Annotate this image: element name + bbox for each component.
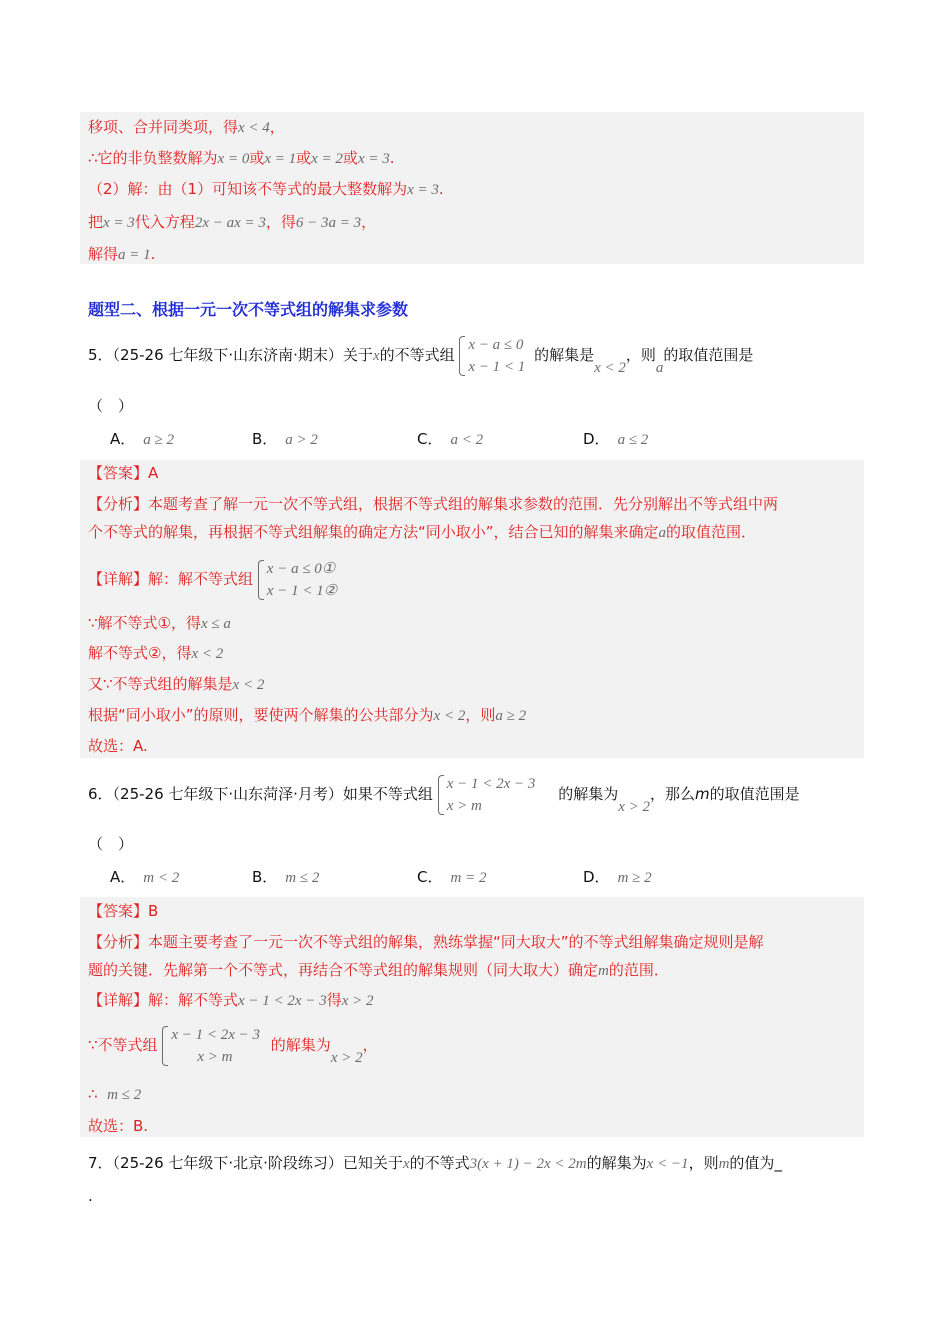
- option-c[interactable]: C． m = 2: [417, 868, 487, 886]
- question-7-tail: .: [88, 1187, 93, 1205]
- answer-blank[interactable]: _: [774, 1154, 782, 1172]
- option-b[interactable]: B． m ≤ 2: [252, 868, 320, 886]
- solution-line: （2）解：由（1）可知该不等式的最大整数解为x = 3.: [88, 180, 444, 198]
- solution-line: ∴它的非负整数解为x = 0或x = 1或x = 2或x = 3.: [88, 149, 395, 167]
- detail-line: 解不等式②，得x < 2: [88, 644, 224, 662]
- question-5-stem: 5．（25-26 七年级下·山东济南·期末）关于x的不等式组 x − a ≤ 0 x − 1 < 1 的解集是x < 2，则a的取值范围是: [88, 332, 753, 379]
- detail-line: 故选：A.: [88, 737, 148, 755]
- question-6-paren: （ ）: [88, 835, 134, 853]
- detail-line: 【详解】解：解不等式组 x − a ≤ 0① x − 1 < 1②: [88, 556, 337, 602]
- option-d[interactable]: D． m ≥ 2: [583, 868, 652, 886]
- answer-label: 【答案】B: [88, 902, 159, 920]
- solution-line: 解得a = 1.: [88, 245, 156, 263]
- analysis-line: 题的关键．先解第一个不等式，再结合不等式组的解集规则（同大取大）确定m的范围．: [88, 961, 669, 979]
- analysis-line: 【分析】本题考查了解一元一次不等式组，根据不等式组的解集求参数的范围．先分别解出不等式组中两: [88, 495, 779, 513]
- detail-line: ∵解不等式①，得x ≤ a: [88, 614, 231, 632]
- detail-line: 故选：B.: [88, 1117, 149, 1135]
- analysis-line: 【分析】本题主要考查了一元一次不等式组的解集，熟练掌握“同大取大”的不等式组解集确定规则是解: [88, 933, 764, 951]
- answer-label: 【答案】A: [88, 464, 159, 482]
- option-a[interactable]: A． m < 2: [110, 868, 180, 886]
- question-5-paren: （ ）: [88, 397, 134, 415]
- detail-line: 根据“同小取小”的原则，要使两个解集的公共部分为x < 2，则a ≥ 2: [88, 706, 527, 724]
- solution-line: 把x = 3代入方程2x − ax = 3，得6 − 3a = 3，: [88, 213, 377, 231]
- option-b[interactable]: B． a > 2: [252, 430, 318, 448]
- solution-line: 移项、合并同类项，得x < 4，: [88, 118, 285, 136]
- option-a[interactable]: A． a ≥ 2: [110, 430, 174, 448]
- detail-line: ∴ m ≤ 2: [88, 1085, 142, 1103]
- inequality-system: x − a ≤ 0 x − 1 < 1: [459, 334, 525, 378]
- section-heading: 题型二、根据一元一次不等式组的解集求参数: [88, 300, 409, 319]
- option-d[interactable]: D． a ≤ 2: [583, 430, 649, 448]
- inequality-system: x − 1 < 2x − 3 x > m: [162, 1024, 260, 1068]
- option-c[interactable]: C． a < 2: [417, 430, 484, 448]
- analysis-line: 个不等式的解集，再根据不等式组解集的确定方法“同小取小”，结合已知的解集来确定a的取值范围．: [88, 523, 757, 541]
- detail-line: ∵不等式组 x − 1 < 2x − 3 x > m 的解集为x > 2，: [88, 1022, 378, 1069]
- detail-line: 又∵不等式组的解集是x < 2: [88, 675, 265, 693]
- question-7-stem: 7．（25-26 七年级下·北京·阶段练习）已知关于x的不等式3(x + 1) − 2x < 2m的解集为x < −1，则m的值为_: [88, 1154, 782, 1172]
- inequality-system: x − 1 < 2x − 3 x > m: [438, 773, 536, 817]
- question-6-stem: 6．（25-26 七年级下·山东菏泽·月考）如果不等式组 x − 1 < 2x − 3 x > m 的解集为x > 2，那么m的取值范围是: [88, 771, 800, 818]
- detail-line: 【详解】解：解不等式x − 1 < 2x − 3得x > 2: [88, 991, 374, 1009]
- inequality-system: x − a ≤ 0① x − 1 < 1②: [258, 558, 337, 602]
